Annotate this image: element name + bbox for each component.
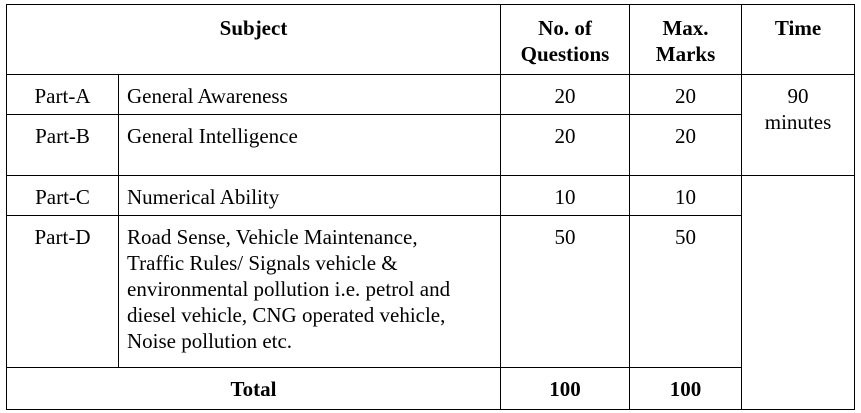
- total-label: Total: [7, 368, 501, 410]
- table-row: [7, 176, 855, 216]
- questions-count: 50: [501, 216, 630, 368]
- table-row: [7, 75, 855, 115]
- subject-line: Traffic Rules/ Signals vehicle &: [127, 251, 398, 275]
- subject-line: Noise pollution etc.: [127, 329, 293, 353]
- exam-pattern-table: [6, 4, 855, 410]
- header-questions: [501, 5, 630, 75]
- max-marks: 20: [630, 75, 742, 115]
- subject-name: [119, 216, 501, 368]
- part-label: Part-B: [7, 115, 119, 176]
- header-marks-line1: Max.: [662, 16, 709, 40]
- max-marks: 50: [630, 216, 742, 368]
- subject-name: Numerical Ability: [119, 176, 501, 216]
- time-unit: minutes: [764, 110, 832, 134]
- header-row: [7, 5, 855, 75]
- table-row: [7, 216, 855, 368]
- time-value: 90: [787, 84, 809, 108]
- questions-count: 20: [501, 75, 630, 115]
- part-label: Part-D: [7, 216, 119, 368]
- questions-count: 20: [501, 115, 630, 176]
- total-marks: 100: [630, 368, 742, 410]
- subject-name: General Awareness: [119, 75, 501, 115]
- time-cell-empty: [742, 176, 855, 410]
- max-marks: 10: [630, 176, 742, 216]
- max-marks: 20: [630, 115, 742, 176]
- header-questions-line1: No. of: [538, 16, 592, 40]
- header-marks: [630, 5, 742, 75]
- subject-line: Road Sense, Vehicle Maintenance,: [127, 225, 418, 249]
- total-row: [7, 368, 855, 410]
- subject-name: General Intelligence: [119, 115, 501, 176]
- total-questions: 100: [501, 368, 630, 410]
- table-row: [7, 115, 855, 176]
- header-marks-line2: Marks: [655, 42, 716, 66]
- subject-line: diesel vehicle, CNG operated vehicle,: [127, 303, 446, 327]
- part-label: Part-C: [7, 176, 119, 216]
- header-questions-line2: Questions: [520, 42, 610, 66]
- header-time: Time: [742, 5, 855, 75]
- questions-count: 10: [501, 176, 630, 216]
- time-cell: [742, 75, 855, 176]
- header-subject: Subject: [7, 5, 501, 75]
- part-label: Part-A: [7, 75, 119, 115]
- subject-line: environmental pollution i.e. petrol and: [127, 277, 451, 301]
